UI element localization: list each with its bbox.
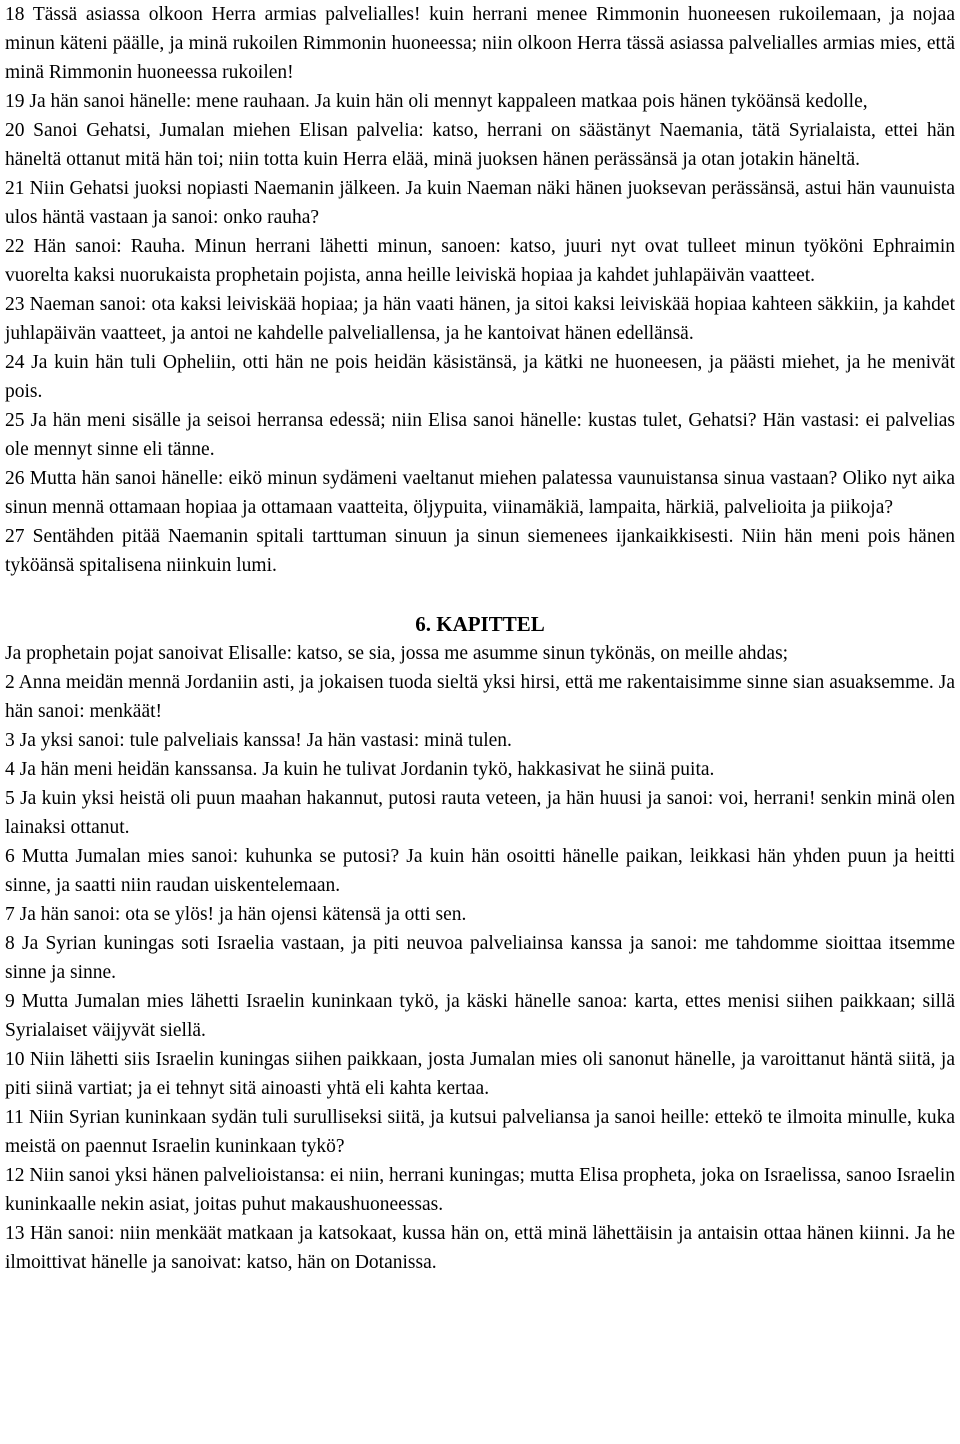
verse-1: Ja prophetain pojat sanoivat Elisalle: katso, se sia, jossa me asumme sinun tykönäs, on meille ahdas; (5, 643, 789, 664)
verse-5: 5 Ja kuin yksi heistä oli puun maahan hakannut, putosi rauta veteen, ja hän huusi ja sanoi: voi, herrani! senkin minä olen lainaksi ottanut. (5, 788, 955, 838)
verse-19: 19 Ja hän sanoi hänelle: mene rauhaan. Ja kuin hän oli mennyt kappaleen matkaa pois hänen tyköänsä kedolle, (5, 91, 868, 112)
verse-11: 11 Niin Syrian kuninkaan sydän tuli surulliseksi siitä, ja kutsui palveliansa ja sanoi heille: ettekö te ilmoita minulle, kuka meistä on paennut Israelin kuninkaan tykö? (5, 1107, 955, 1157)
verse-9: 9 Mutta Jumalan mies lähetti Israelin kuninkaan tykö, ja käski hänelle sanoa: karta, ettes menisi siihen paikkaan; sillä Syrialaiset väijyvät siellä. (5, 991, 955, 1041)
chapter-5-section (5, 0, 955, 580)
chapter-6-heading: 6. KAPITTEL (415, 612, 545, 636)
verse-13: 13 Hän sanoi: niin menkäät matkaan ja katsokaat, kussa hän on, että minä lähettäisin ja antaisin ottaa hänen kiinni. Ja he ilmoittivat hänelle ja sanoivat: katso, hän on Dotanissa. (5, 1223, 955, 1273)
verse-21: 21 Niin Gehatsi juoksi nopiasti Naemanin jälkeen. Ja kuin Naeman näki hänen juoksevan perässänsä, astui hän vaunuista ulos häntä vastaan ja sanoi: onko rauha? (5, 178, 955, 228)
verse-22: 22 Hän sanoi: Rauha. Minun herrani lähetti minun, sanoen: katso, juuri nyt ovat tulleet minun työköni Ephraimin vuorelta kaksi nuorukaista prophetain pojista, anna heille leiviskä hopiaa ja kahdet juhlapäivän vaatteet. (5, 236, 955, 286)
verse-10: 10 Niin lähetti siis Israelin kuningas siihen paikkaan, josta Jumalan mies oli sanonut hänelle, ja varoittanut häntä siitä, ja piti siinä vartiat; ja ei tehnyt sitä ainoasti yhtä eli kahta kertaa. (5, 1049, 955, 1099)
verse-2: 2 Anna meidän mennä Jordaniin asti, ja jokaisen tuoda sieltä yksi hirsi, että me rakentaisimme sinne sian asuaksemme. Ja hän sanoi: menkäät! (5, 672, 955, 722)
verse-3: 3 Ja yksi sanoi: tule palveliais kanssa! Ja hän vastasi: minä tulen. (5, 730, 512, 751)
verse-24: 24 Ja kuin hän tuli Opheliin, otti hän ne pois heidän käsistänsä, ja kätki ne huoneesen, ja päästi miehet, ja he menivät pois. (5, 352, 955, 402)
verse-20: 20 Sanoi Gehatsi, Jumalan miehen Elisan palvelia: katso, herrani on säästänyt Naemania, tätä Syrialaista, ettei hän häneltä ottanut mitä hän toi; niin totta kuin Herra elää, minä juoksen hänen perässänsä ja otan jotakin häneltä. (5, 120, 955, 170)
verse-25: 25 Ja hän meni sisälle ja seisoi herransa edessä; niin Elisa sanoi hänelle: kustas tulet, Gehatsi? Hän vastasi: ei palvelias ole mennyt sinne eli tänne. (5, 410, 955, 460)
verse-6: 6 Mutta Jumalan mies sanoi: kuhunka se putosi? Ja kuin hän osoitti hänelle paikan, leikkasi hän yhden puun ja heitti sinne, ja saatti niin raudan uiskentelemaan. (5, 846, 955, 896)
verse-12: 12 Niin sanoi yksi hänen palvelioistansa: ei niin, herrani kuningas; mutta Elisa propheta, joka on Israelissa, sanoo Israelin kuninkaalle nekin asiat, joitas puhut makaushuoneessas. (5, 1165, 955, 1215)
verse-23: 23 Naeman sanoi: ota kaksi leiviskää hopiaa; ja hän vaati hänen, ja sitoi kaksi leiviskää hopiaa kahteen säkkiin, ja kahdet juhlapäivän vaatteet, ja antoi ne kahdelle palveliallensa, ja he kantoivat hänen edellänsä. (5, 294, 955, 344)
verse-27: 27 Sentähden pitää Naemanin spitali tarttuman sinuun ja sinun siemenees ijankaikkisesti. Niin hän meni pois hänen tyköänsä spitalisena niinkuin lumi. (5, 526, 955, 576)
verse-18: 18 Tässä asiassa olkoon Herra armias palvelialles! kuin herrani menee Rimmonin huoneesen rukoilemaan, ja nojaa minun käteni päälle, ja minä rukoilen Rimmonin huoneessa; niin olkoon Herra tässä asiassa palvelialles armias mies, että minä Rimmonin huoneessa rukoilen! (5, 4, 955, 83)
verse-7: 7 Ja hän sanoi: ota se ylös! ja hän ojensi kätensä ja otti sen. (5, 904, 467, 925)
verse-26: 26 Mutta hän sanoi hänelle: eikö minun sydämeni vaeltanut miehen palatessa vaunuistansa sinua vastaan? Oliko nyt aika sinun mennä ottamaan hopiaa ja ottamaan vaatteita, öljypuita, viinamäkiä, lampaita, härkiä, palvelioita ja piikoja? (5, 468, 955, 518)
chapter-6-section (5, 639, 955, 1277)
verse-4: 4 Ja hän meni heidän kanssansa. Ja kuin he tulivat Jordanin tykö, hakkasivat he siinä puita. (5, 759, 715, 780)
verse-8: 8 Ja Syrian kuningas soti Israelia vastaan, ja piti neuvoa palveliainsa kanssa ja sanoi: me tahdomme sioittaa itsemme sinne ja sinne. (5, 933, 955, 983)
